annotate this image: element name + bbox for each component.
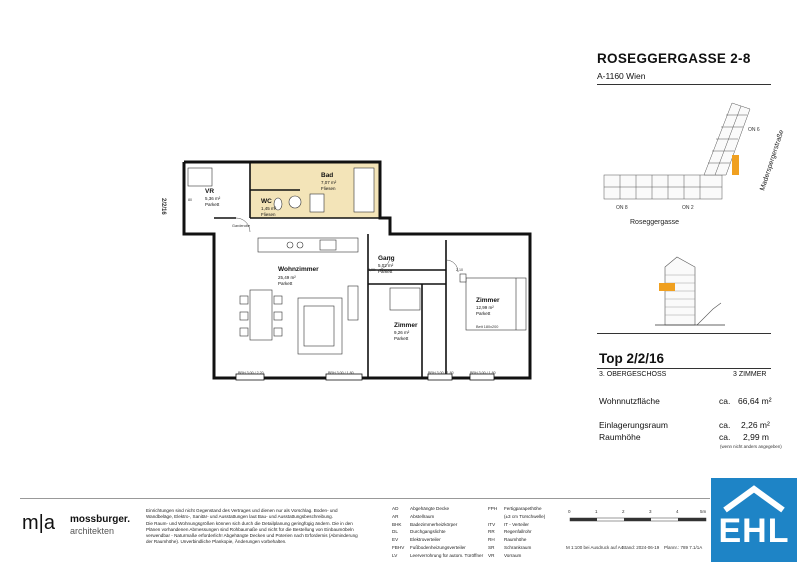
ehl-logo	[711, 478, 797, 562]
unit-top: Top 2/2/16	[599, 351, 665, 366]
legend-col2	[488, 505, 545, 560]
room-floor-zimmer-2: Parkett	[394, 335, 409, 341]
site-label-on2: ON 2	[682, 205, 694, 211]
ehl-brand: EHL	[718, 512, 790, 550]
legend-row: ITV IT - Verteiler	[488, 521, 529, 527]
room-area-wc-value: 1,45 m²	[261, 206, 277, 211]
scale-tick: 2	[622, 509, 625, 514]
mark-brh-4: BRH 3,00 / 1,80	[470, 371, 496, 375]
room-name-bad: Bad	[321, 172, 334, 179]
room-name-zimmer-1: Zimmer	[476, 297, 500, 304]
room-area-wohnzimmer	[278, 275, 296, 286]
room-area-vr-value: 5,36 m²	[205, 196, 221, 201]
section-sketch	[655, 253, 725, 329]
height-value: 2,99 m	[743, 432, 769, 442]
section-highlight	[659, 283, 675, 291]
site-plan	[600, 95, 786, 235]
room-area-wc	[261, 206, 276, 217]
logo-name: mossburger.	[70, 514, 131, 525]
logo-mark: m|a	[22, 512, 55, 534]
room-area-vr	[205, 196, 220, 207]
unit-floor: 3. OBERGESCHOSS	[599, 371, 667, 378]
disclaimer-line: der Raumhöhe). Unverbindliche Plankopie, Änderungen vorbehalten.	[146, 539, 287, 545]
scale-bar	[566, 508, 712, 524]
legend-row: (±3 cm Türschwelle)	[504, 513, 546, 519]
room-area-zimmer-1	[476, 305, 494, 316]
legend-row: EV Elektroverteiler	[392, 537, 441, 543]
mark-door-c: 2,10	[456, 268, 463, 272]
stair-code: 2/2/16	[160, 198, 166, 215]
height-label: Raumhöhe	[599, 432, 641, 442]
room-name-vr: VR	[205, 188, 215, 195]
scale-tick: 0	[568, 509, 571, 514]
room-name-gang: Gang	[378, 255, 395, 262]
wnf-label: Wohnnutzfläche	[599, 396, 660, 406]
stand-date: Stand: 2024-06-19	[622, 545, 660, 550]
storage-value: 2,26 m²	[741, 420, 770, 430]
mark-garderobe: Garderobe	[232, 224, 251, 228]
unit-divider	[597, 368, 771, 369]
logo-sub: architekten	[70, 526, 115, 536]
site-street-2: Maderspergerstraße	[759, 129, 786, 192]
wnf-value: 66,64 m²	[738, 396, 772, 406]
section-divider	[597, 333, 771, 334]
storage-label: Einlagerungsraum	[599, 420, 668, 430]
room-floor-zimmer-1: Parkett	[476, 310, 491, 316]
room-area-gang-value: 5,02 m²	[378, 263, 394, 268]
unit-rooms: 3 ZIMMER	[733, 371, 767, 378]
floor-plan	[140, 150, 540, 400]
room-area-gang	[378, 263, 393, 274]
legend-row: LV Leerverrohrung für autom. Türöffner	[392, 552, 484, 558]
mark-door-a: 80	[188, 198, 192, 202]
site-label-on8: ON 8	[616, 205, 628, 211]
site-street-1: Roseggergasse	[630, 219, 680, 226]
legend-row: RH Raumhöhe	[488, 537, 527, 543]
disclaimer	[146, 508, 386, 546]
room-floor-bad: Fliesen	[321, 185, 336, 191]
room-name-zimmer-2: Zimmer	[394, 322, 418, 329]
mark-bett: Bett 180x200	[476, 325, 499, 329]
legend-row: RR Regenfallrohr	[488, 529, 532, 535]
legend-row: VR Vorraum	[488, 552, 522, 558]
house-roof-icon	[719, 484, 789, 514]
wnf-ca: ca.	[719, 396, 731, 406]
scale-tick: 1	[595, 509, 598, 514]
room-floor-wohnzimmer: Parkett	[278, 280, 293, 286]
project-address: A-1160 Wien	[597, 71, 646, 81]
header-divider	[597, 84, 771, 85]
storage-ca: ca.	[719, 420, 731, 430]
room-floor-wc: Fliesen	[261, 211, 276, 217]
legend-row: AD Abgehängte Decke	[392, 506, 450, 511]
room-area-zimmer-1-value: 12,99 m²	[476, 305, 494, 310]
legend-row: SR Schrankraum	[488, 544, 532, 550]
disclaimer-line: Die Raum- und Wohnungsgrößen können sich durch die Detailplanung geringfügig ändern. Die in den	[146, 520, 353, 526]
scale-tick: 5m	[700, 509, 707, 514]
room-area-bad	[321, 180, 336, 191]
legend-row: DL Durchgangslichte	[392, 529, 446, 535]
height-ca: ca.	[719, 432, 731, 442]
site-label-on6: ON 6	[748, 127, 760, 133]
mark-brh-2: BRH 3,00 / 1,80	[328, 371, 354, 375]
disclaimer-line: Plänen vorhandenen Abmessungen sind Rohbaumaße und nicht für die Bestellung von Einbaumöbeln	[146, 526, 354, 532]
room-name-wc: WC	[261, 198, 272, 205]
room-area-zimmer-2-value: 9,26 m²	[394, 330, 410, 335]
legend-row: FPH Fertigparapethöhe	[488, 506, 542, 511]
room-floor-gang: Parkett	[378, 268, 393, 274]
scale-tick: 3	[649, 509, 652, 514]
mark-brh-1: BRH 3,00 / 2,20	[238, 371, 264, 375]
disclaimer-line: Einrichtungen sind nicht Gegenstand des Vertrages und dienen nur als Vorschlag. Boden- und	[146, 508, 338, 513]
room-floor-vr: Parkett	[205, 201, 220, 207]
scale-note: M 1:100 bei Ausdruck auf A4	[566, 545, 624, 550]
legend-row: FBHV Fußbodenheizungsverteiler	[392, 544, 466, 550]
scale-tick: 4	[676, 509, 679, 514]
legend-col1	[392, 505, 483, 560]
room-area-wohnzimmer-value: 25,49 m²	[278, 275, 296, 280]
room-name-wohnzimmer: Wohnzimmer	[278, 266, 319, 273]
project-title: ROSEGGERGASSE 2-8	[597, 51, 751, 66]
plan-number: Plannr.: 789 7.1/1A	[664, 545, 703, 550]
height-note: (wenn nicht anders angegeben)	[720, 444, 782, 449]
room-area-zimmer-2	[394, 330, 409, 341]
room-area-bad-value: 7,07 m²	[321, 180, 337, 185]
site-highlight	[732, 155, 739, 175]
disclaimer-line: Wandbeläge, Elektro-, Sanitär- und Ausstattungen laut Bau- und Ausstattungsbeschreibung.	[146, 514, 334, 520]
mark-door-b: 2,00	[368, 268, 375, 272]
legend-row: BHK Badezimmerheizkörper	[392, 521, 458, 527]
mark-brh-3: BRH 3,00 / 1,80	[428, 371, 454, 375]
footer-divider	[20, 498, 710, 499]
legend-row: AR Abstellraum	[392, 513, 435, 519]
disclaimer-line: verwendbar - Naturmaße erforderlich! Abgehängte Decken und Poterien nach Erfordernis (Abminderung	[146, 533, 358, 539]
